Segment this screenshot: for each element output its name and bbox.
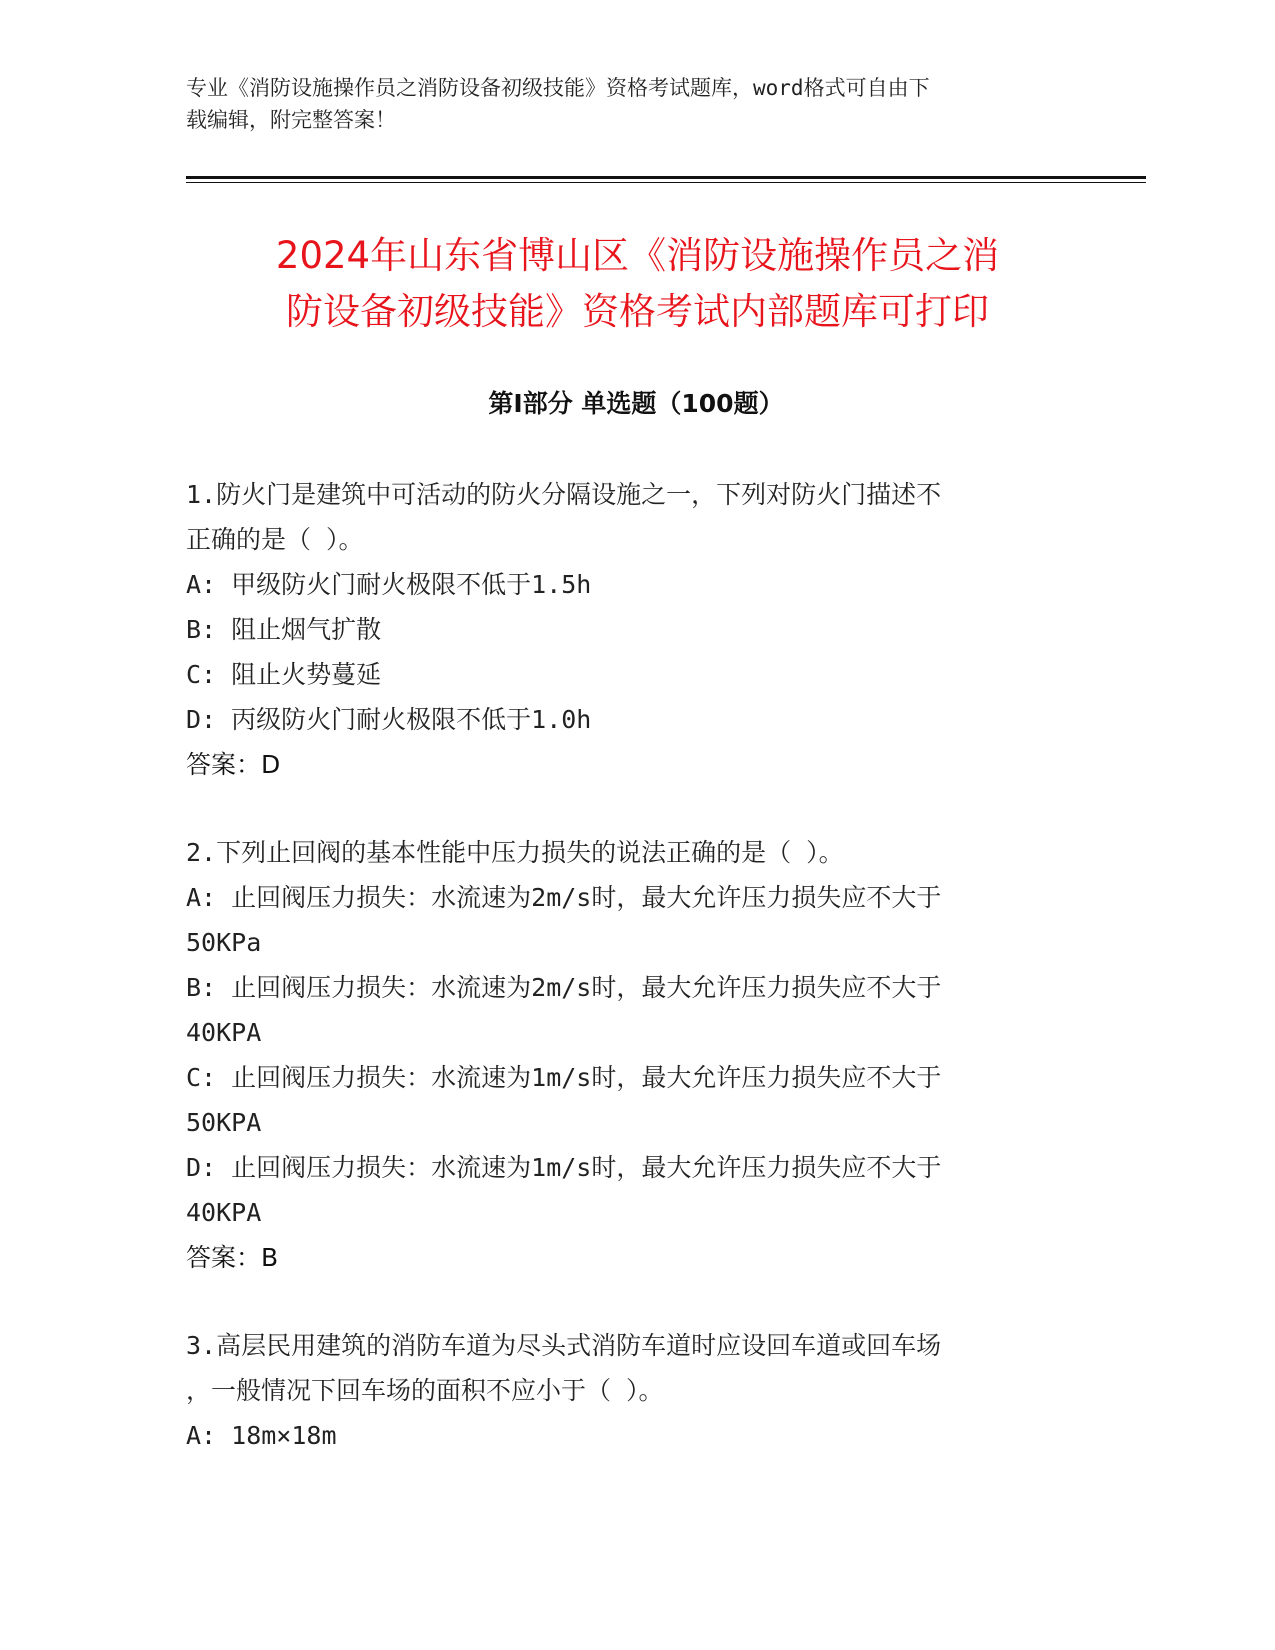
question-block xyxy=(186,1323,1056,1458)
option-text: B: 阻止烟气扩散 xyxy=(186,615,382,644)
question-text: 1.防火门是建筑中可活动的防火分隔设施之一，下列对防火门描述不 xyxy=(186,480,942,509)
question-text: ，一般情况下回车场的面积不应小于（ ）。 xyxy=(186,1376,664,1405)
question-block xyxy=(186,830,1056,1280)
document-title-line: 2024年山东省博山区《消防设施操作员之消 xyxy=(275,234,1000,277)
option-text: A: 甲级防火门耐火极限不低于1.5h xyxy=(186,570,592,599)
question-list xyxy=(186,472,1056,1501)
question-text: 3.高层民用建筑的消防车道为尽头式消防车道时应设回车道或回车场 xyxy=(186,1331,942,1360)
header-divider-thin xyxy=(186,182,1146,183)
header-note-line: 专业《消防设施操作员之消防设备初级技能》资格考试题库，word格式可自由下 xyxy=(186,76,930,100)
header-note-line: 载编辑，附完整答案！ xyxy=(186,108,396,132)
option-text: 40KPA xyxy=(186,1018,262,1047)
option-text: B: 止回阀压力损失：水流速为2m/s时，最大允许压力损失应不大于 xyxy=(186,973,942,1002)
document-title xyxy=(140,228,1135,340)
question-block xyxy=(186,472,1056,787)
option-text: 40KPA xyxy=(186,1198,262,1227)
header-divider-thick xyxy=(186,176,1146,179)
option-text: A: 止回阀压力损失：水流速为2m/s时，最大允许压力损失应不大于 xyxy=(186,883,942,912)
question-text: 正确的是（ ）。 xyxy=(186,525,364,554)
option-text: 50KPa xyxy=(186,928,262,957)
option-text: D: 丙级防火门耐火极限不低于1.0h xyxy=(186,705,592,734)
section-title: 第I部分 单选题（100题） xyxy=(488,389,784,418)
option-text: 50KPA xyxy=(186,1108,262,1137)
answer-text: 答案：D xyxy=(186,750,281,779)
option-text: C: 阻止火势蔓延 xyxy=(186,660,382,689)
option-text: D: 止回阀压力损失：水流速为1m/s时，最大允许压力损失应不大于 xyxy=(186,1153,942,1182)
header-note xyxy=(186,72,1066,136)
question-text: 2.下列止回阀的基本性能中压力损失的说法正确的是（ ）。 xyxy=(186,838,844,867)
option-text: A: 18m×18m xyxy=(186,1421,337,1450)
option-text: C: 止回阀压力损失：水流速为1m/s时，最大允许压力损失应不大于 xyxy=(186,1063,942,1092)
document-title-line: 防设备初级技能》资格考试内部题库可打印 xyxy=(286,290,989,333)
answer-text: 答案：B xyxy=(186,1243,279,1272)
